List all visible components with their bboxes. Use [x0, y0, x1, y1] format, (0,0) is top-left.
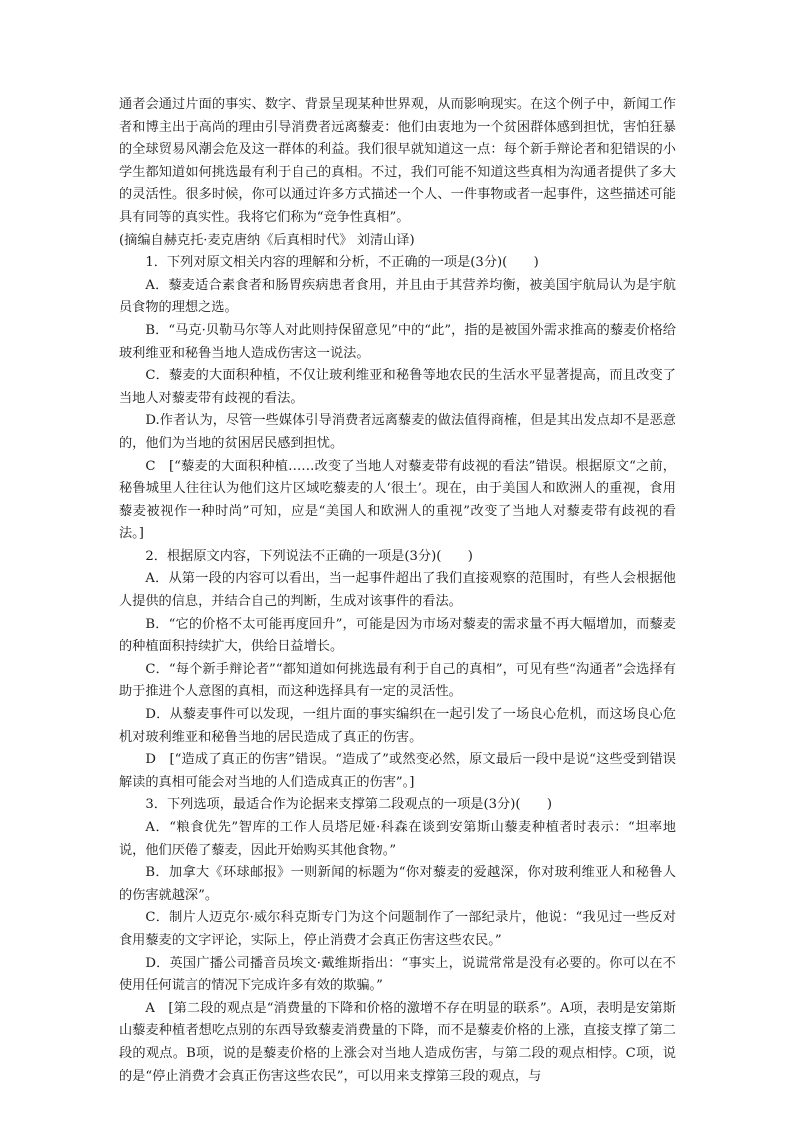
option-a: A．“粮食优先”智库的工作人员塔尼娅·科森在谈到安第斯山藜麦种植者时表示：“坦率地说，他们厌倦了藜麦，因此开始购买其他食物。” — [119, 820, 676, 858]
option-b: B．“它的价格不太可能再度回升”，可能是因为市场对藜麦的需求量不再大幅增加，而藜麦的种植面积持续扩大，供给日益增长。 — [119, 616, 676, 655]
option-d: D．从藜麦事件可以发现，一组片面的事实编织在一起引发了一场良心危机，而这场良心危机对玻利维亚和秘鲁当地的居民造成了真正的伤害。 — [119, 707, 676, 745]
option-c: C．“每个新手辩论者”“都知道如何挑选最有利于自己的真相”，可见有些“沟通者”会选择有助于推进个人意图的真相，而这种选择具有一定的灵活性。 — [119, 661, 676, 700]
question-3 — [119, 794, 676, 1088]
option-c: C．藜麦的大面积种植，不仅让玻利维亚和秘鲁等地农民的生活水平显著提高，而且改变了当地人对藜麦带有歧视的看法。 — [119, 368, 676, 406]
passage-attribution: (摘编自赫克托·麦克唐纳《后真相时代》 刘清山译) — [119, 232, 415, 248]
question-1 — [119, 252, 676, 546]
option-d: D.作者认为，尽管一些媒体引导消费者远离藜麦的做法值得商榷，但是其出发点却不是恶意的，他们为当地的贫困居民感到担忧。 — [119, 413, 676, 451]
answer-explanation: D [“造成了真正的伤害”错误。“造成了”或然变必然，原文最后一段中是说“这些受到错误解读的真相可能会对当地的人们造成真正的伤害”。] — [119, 752, 676, 790]
question-2 — [119, 546, 676, 795]
option-b: B．“马克·贝勒马尔等人对此则持保留意见”中的“此”，指的是被国外需求推高的藜麦价格给玻利维亚和秘鲁当地人造成伤害这一说法。 — [119, 322, 676, 361]
answer-explanation: A [第二段的观点是“消费量的下降和价格的激增不存在明显的联系”。A项，表明是安第斯山藜麦种植者想吃点别的东西导致藜麦消费量的下降，而不是藜麦价格的上涨，直接支撑了第二段的观点。B项，说的是藜麦价格的上涨会对当地人造成伤害，与第二段的观点相悖。C项，说的是“停止消费才会真正伤害这些农民”，可以用来支撑第三段的观点，与 — [119, 1000, 676, 1084]
question-stem: 1．下列对原文相关内容的理解和分析，不正确的一项是(3分)( ) — [145, 255, 539, 271]
option-c: C．制片人迈克尔·威尔科克斯专门为这个问题制作了一部纪录片，他说：“我见过一些反对食用藜麦的文字评论，实际上，停止消费才会真正伤害这些农民。” — [119, 910, 676, 948]
option-b: B．加拿大《环球邮报》一则新闻的标题为“你对藜麦的爱越深，你对玻利维亚人和秘鲁人的伤害就越深”。 — [119, 865, 676, 903]
question-stem: 3．下列选项，最适合作为论据来支撑第二段观点的一项是(3分)( ) — [145, 797, 552, 813]
option-a: A．藜麦适合素食者和肠胃疾病患者食用，并且由于其营养均衡，被美国宇航局认为是宇航员食物的理想之选。 — [119, 277, 676, 316]
option-a: A．从第一段的内容可以看出，当一起事件超出了我们直接观察的范围时，有些人会根据他人提供的信息，并结合自己的判断，生成对该事件的看法。 — [119, 571, 676, 610]
option-d: D．英国广播公司播音员埃文·戴维斯指出：“事实上，说谎常常是没有必要的。你可以在不使用任何谎言的情况下完成许多有效的欺骗。” — [119, 955, 676, 994]
question-stem: 2．根据原文内容，下列说法不正确的一项是(3分)( ) — [145, 548, 473, 564]
document-page — [119, 94, 676, 1088]
passage-continuation: 通者会通过片面的事实、数字、背景呈现某种世界观，从而影响现实。在这个例子中，新闻工作者和博主出于高尚的理由引导消费者远离藜麦：他们由衷地为一个贫困群体感到担忧，害怕狂暴的全球贸易风潮会危及这一群体的利益。我们很早就知道这一点：每个新手辩论者和犯错误的小学生都知道如何挑选最有利于自己的真相。不过，我们可能不知道这些真相为沟通者提供了多大的灵活性。很多时候，你可以通过许多方式描述一个人、一件事物或者一起事件，这些描述可能具有同等的真实性。我将它们称为“竞争性真相”。 — [119, 97, 676, 225]
answer-explanation: C [“藜麦的大面积种植……改变了当地人对藜麦带有歧视的看法”错误。根据原文“之前，秘鲁城里人往往认为他们这片区域吃藜麦的人‘很土’。现在，由于美国人和欧洲人的重视，食用藜麦被视作一种时尚”可知，应是“美国人和欧洲人的重视”改变了当地人对藜麦带有歧视的看法。] — [119, 458, 676, 542]
